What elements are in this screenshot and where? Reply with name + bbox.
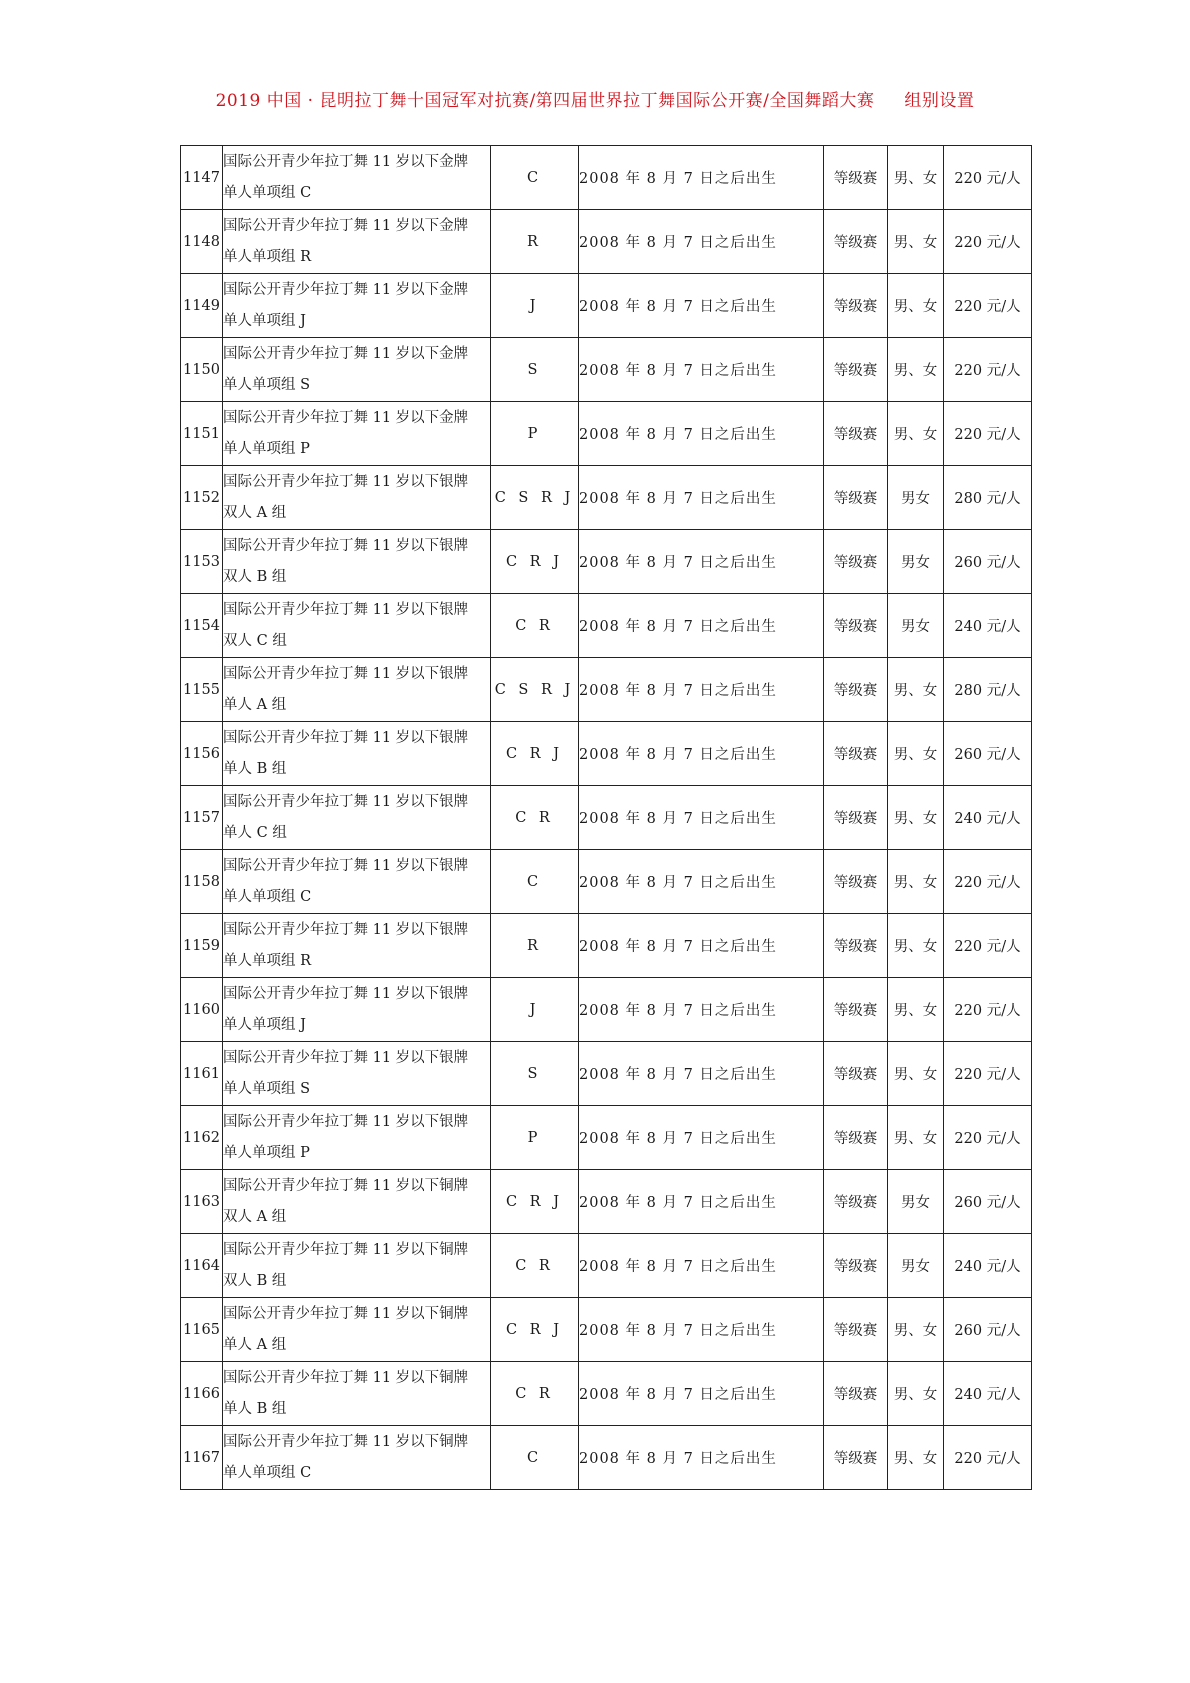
- dances-cell: J: [491, 978, 579, 1042]
- category-name-line-1: 国际公开青少年拉丁舞 11 岁以下银牌: [223, 793, 469, 810]
- category-id-cell: 1161: [181, 1042, 223, 1106]
- category-name-line-2: 单人单项组 J: [223, 1016, 306, 1033]
- category-name-cell: [223, 274, 491, 338]
- competition-type-cell: 等级赛: [824, 210, 888, 274]
- category-name-line-1: 国际公开青少年拉丁舞 11 岁以下金牌: [223, 153, 469, 170]
- birth-requirement-cell: 2008 年 8 月 7 日之后出生: [579, 1298, 824, 1362]
- table-row: [181, 146, 1032, 210]
- category-name-line-2: 单人单项组 C: [223, 1464, 312, 1481]
- birth-requirement-cell: 2008 年 8 月 7 日之后出生: [579, 914, 824, 978]
- category-name-line-1: 国际公开青少年拉丁舞 11 岁以下金牌: [223, 217, 469, 234]
- category-name-cell: [223, 146, 491, 210]
- category-name-line-1: 国际公开青少年拉丁舞 11 岁以下银牌: [223, 1113, 469, 1130]
- table-row: [181, 978, 1032, 1042]
- category-id-cell: 1147: [181, 146, 223, 210]
- category-name-cell: [223, 1426, 491, 1490]
- birth-requirement-cell: 2008 年 8 月 7 日之后出生: [579, 786, 824, 850]
- fee-cell: 260 元/人: [944, 1298, 1032, 1362]
- birth-requirement-cell: 2008 年 8 月 7 日之后出生: [579, 1106, 824, 1170]
- category-name-line-2: 单人单项组 J: [223, 312, 306, 329]
- category-name-line-1: 国际公开青少年拉丁舞 11 岁以下银牌: [223, 665, 469, 682]
- category-name-cell: [223, 850, 491, 914]
- gender-cell: 男、女: [888, 722, 944, 786]
- category-id-cell: 1152: [181, 466, 223, 530]
- gender-cell: 男、女: [888, 914, 944, 978]
- category-name-line-1: 国际公开青少年拉丁舞 11 岁以下金牌: [223, 345, 469, 362]
- competition-type-cell: 等级赛: [824, 594, 888, 658]
- table-row: [181, 530, 1032, 594]
- category-name-line-2: 单人单项组 C: [223, 888, 312, 905]
- category-name-line-2: 双人 B 组: [223, 1272, 287, 1289]
- competition-type-cell: 等级赛: [824, 1298, 888, 1362]
- dances-cell: S: [491, 1042, 579, 1106]
- table-row: [181, 722, 1032, 786]
- table-row: [181, 914, 1032, 978]
- category-name-line-1: 国际公开青少年拉丁舞 11 岁以下铜牌: [223, 1177, 469, 1194]
- competition-type-cell: 等级赛: [824, 914, 888, 978]
- competition-type-cell: 等级赛: [824, 146, 888, 210]
- birth-requirement-cell: 2008 年 8 月 7 日之后出生: [579, 1234, 824, 1298]
- category-name-line-1: 国际公开青少年拉丁舞 11 岁以下银牌: [223, 601, 469, 618]
- dances-cell: S: [491, 338, 579, 402]
- category-name-cell: [223, 722, 491, 786]
- fee-cell: 260 元/人: [944, 530, 1032, 594]
- dances-cell: C R: [491, 1362, 579, 1426]
- birth-requirement-cell: 2008 年 8 月 7 日之后出生: [579, 530, 824, 594]
- category-name-line-2: 单人单项组 R: [223, 248, 312, 265]
- category-name-cell: [223, 786, 491, 850]
- fee-cell: 220 元/人: [944, 402, 1032, 466]
- dances-cell: R: [491, 914, 579, 978]
- table-row: [181, 1170, 1032, 1234]
- category-name-line-2: 单人 A 组: [223, 696, 287, 713]
- fee-cell: 240 元/人: [944, 1234, 1032, 1298]
- category-id-cell: 1154: [181, 594, 223, 658]
- category-name-cell: [223, 1106, 491, 1170]
- category-name-cell: [223, 402, 491, 466]
- gender-cell: 男、女: [888, 1298, 944, 1362]
- category-id-cell: 1159: [181, 914, 223, 978]
- dances-cell: J: [491, 274, 579, 338]
- dances-cell: C: [491, 850, 579, 914]
- page-header: [0, 86, 1190, 111]
- table-row: [181, 1298, 1032, 1362]
- table-row: [181, 466, 1032, 530]
- gender-cell: 男、女: [888, 146, 944, 210]
- dances-cell: C R J: [491, 530, 579, 594]
- table-row: [181, 1234, 1032, 1298]
- gender-cell: 男女: [888, 466, 944, 530]
- category-id-cell: 1150: [181, 338, 223, 402]
- dances-cell: C: [491, 1426, 579, 1490]
- dances-cell: C: [491, 146, 579, 210]
- category-name-line-2: 单人 C 组: [223, 824, 287, 841]
- gender-cell: 男女: [888, 1170, 944, 1234]
- table-row: [181, 1106, 1032, 1170]
- competition-type-cell: 等级赛: [824, 1426, 888, 1490]
- fee-cell: 220 元/人: [944, 978, 1032, 1042]
- category-name-line-1: 国际公开青少年拉丁舞 11 岁以下铜牌: [223, 1433, 469, 1450]
- birth-requirement-cell: 2008 年 8 月 7 日之后出生: [579, 1426, 824, 1490]
- gender-cell: 男、女: [888, 274, 944, 338]
- category-name-line-2: 单人 A 组: [223, 1336, 287, 1353]
- competition-type-cell: 等级赛: [824, 466, 888, 530]
- table-row: [181, 850, 1032, 914]
- fee-cell: 220 元/人: [944, 850, 1032, 914]
- competition-type-cell: 等级赛: [824, 530, 888, 594]
- category-id-cell: 1163: [181, 1170, 223, 1234]
- fee-cell: 240 元/人: [944, 1362, 1032, 1426]
- category-name-cell: [223, 594, 491, 658]
- fee-cell: 240 元/人: [944, 594, 1032, 658]
- fee-cell: 220 元/人: [944, 338, 1032, 402]
- gender-cell: 男、女: [888, 338, 944, 402]
- gender-cell: 男、女: [888, 1042, 944, 1106]
- category-name-line-2: 单人单项组 C: [223, 184, 312, 201]
- fee-cell: 220 元/人: [944, 914, 1032, 978]
- category-name-line-1: 国际公开青少年拉丁舞 11 岁以下铜牌: [223, 1369, 469, 1386]
- dances-cell: C R: [491, 594, 579, 658]
- category-name-cell: [223, 338, 491, 402]
- gender-cell: 男、女: [888, 978, 944, 1042]
- category-name-line-2: 单人单项组 S: [223, 376, 311, 393]
- category-name-line-1: 国际公开青少年拉丁舞 11 岁以下银牌: [223, 985, 469, 1002]
- category-name-line-1: 国际公开青少年拉丁舞 11 岁以下银牌: [223, 537, 469, 554]
- birth-requirement-cell: 2008 年 8 月 7 日之后出生: [579, 1362, 824, 1426]
- category-name-line-2: 单人单项组 S: [223, 1080, 311, 1097]
- category-id-cell: 1162: [181, 1106, 223, 1170]
- category-id-cell: 1166: [181, 1362, 223, 1426]
- category-name-line-1: 国际公开青少年拉丁舞 11 岁以下银牌: [223, 857, 469, 874]
- gender-cell: 男、女: [888, 402, 944, 466]
- document-title: 2019 中国 · 昆明拉丁舞十国冠军对抗赛/第四届世界拉丁舞国际公开赛/全国舞蹈大赛: [215, 91, 875, 111]
- category-name-cell: [223, 1170, 491, 1234]
- document-subtitle: 组别设置: [904, 91, 975, 111]
- category-name-line-2: 双人 A 组: [223, 504, 287, 521]
- category-name-cell: [223, 530, 491, 594]
- birth-requirement-cell: 2008 年 8 月 7 日之后出生: [579, 210, 824, 274]
- gender-cell: 男女: [888, 594, 944, 658]
- table-row: [181, 1426, 1032, 1490]
- table-row: [181, 1362, 1032, 1426]
- dances-cell: R: [491, 210, 579, 274]
- gender-cell: 男、女: [888, 786, 944, 850]
- category-name-cell: [223, 466, 491, 530]
- category-name-line-1: 国际公开青少年拉丁舞 11 岁以下银牌: [223, 473, 469, 490]
- birth-requirement-cell: 2008 年 8 月 7 日之后出生: [579, 338, 824, 402]
- birth-requirement-cell: 2008 年 8 月 7 日之后出生: [579, 466, 824, 530]
- category-id-cell: 1156: [181, 722, 223, 786]
- fee-cell: 220 元/人: [944, 1426, 1032, 1490]
- dances-cell: C R: [491, 1234, 579, 1298]
- category-name-line-1: 国际公开青少年拉丁舞 11 岁以下铜牌: [223, 1305, 469, 1322]
- competition-type-cell: 等级赛: [824, 658, 888, 722]
- table-row: [181, 338, 1032, 402]
- category-name-line-2: 双人 B 组: [223, 568, 287, 585]
- birth-requirement-cell: 2008 年 8 月 7 日之后出生: [579, 146, 824, 210]
- gender-cell: 男女: [888, 1234, 944, 1298]
- category-id-cell: 1148: [181, 210, 223, 274]
- fee-cell: 260 元/人: [944, 1170, 1032, 1234]
- birth-requirement-cell: 2008 年 8 月 7 日之后出生: [579, 274, 824, 338]
- category-name-line-1: 国际公开青少年拉丁舞 11 岁以下金牌: [223, 409, 469, 426]
- category-name-cell: [223, 1298, 491, 1362]
- fee-cell: 280 元/人: [944, 658, 1032, 722]
- category-name-line-1: 国际公开青少年拉丁舞 11 岁以下银牌: [223, 729, 469, 746]
- gender-cell: 男、女: [888, 1426, 944, 1490]
- category-id-cell: 1165: [181, 1298, 223, 1362]
- competition-type-cell: 等级赛: [824, 1042, 888, 1106]
- fee-cell: 260 元/人: [944, 722, 1032, 786]
- category-name-line-1: 国际公开青少年拉丁舞 11 岁以下银牌: [223, 921, 469, 938]
- birth-requirement-cell: 2008 年 8 月 7 日之后出生: [579, 722, 824, 786]
- table-row: [181, 210, 1032, 274]
- birth-requirement-cell: 2008 年 8 月 7 日之后出生: [579, 402, 824, 466]
- dances-cell: C R J: [491, 1170, 579, 1234]
- gender-cell: 男、女: [888, 1106, 944, 1170]
- category-name-line-2: 单人单项组 R: [223, 952, 312, 969]
- table-row: [181, 658, 1032, 722]
- gender-cell: 男、女: [888, 658, 944, 722]
- category-id-cell: 1160: [181, 978, 223, 1042]
- competition-type-cell: 等级赛: [824, 1234, 888, 1298]
- dances-cell: C R J: [491, 1298, 579, 1362]
- category-name-line-1: 国际公开青少年拉丁舞 11 岁以下银牌: [223, 1049, 469, 1066]
- dances-cell: C R: [491, 786, 579, 850]
- category-name-cell: [223, 210, 491, 274]
- table-body: [181, 146, 1032, 1490]
- fee-cell: 280 元/人: [944, 466, 1032, 530]
- fee-cell: 220 元/人: [944, 274, 1032, 338]
- gender-cell: 男、女: [888, 210, 944, 274]
- competition-type-cell: 等级赛: [824, 274, 888, 338]
- category-name-line-2: 双人 C 组: [223, 632, 287, 649]
- competition-type-cell: 等级赛: [824, 338, 888, 402]
- birth-requirement-cell: 2008 年 8 月 7 日之后出生: [579, 850, 824, 914]
- category-name-line-2: 单人单项组 P: [223, 440, 310, 457]
- category-name-cell: [223, 1362, 491, 1426]
- category-id-cell: 1167: [181, 1426, 223, 1490]
- category-name-line-2: 单人 B 组: [223, 1400, 287, 1417]
- category-name-cell: [223, 978, 491, 1042]
- competition-type-cell: 等级赛: [824, 850, 888, 914]
- dances-cell: C S R J: [491, 658, 579, 722]
- dances-cell: C R J: [491, 722, 579, 786]
- competition-type-cell: 等级赛: [824, 402, 888, 466]
- category-id-cell: 1155: [181, 658, 223, 722]
- category-id-cell: 1151: [181, 402, 223, 466]
- category-name-line-2: 单人单项组 P: [223, 1144, 310, 1161]
- fee-cell: 220 元/人: [944, 210, 1032, 274]
- category-id-cell: 1157: [181, 786, 223, 850]
- competition-type-cell: 等级赛: [824, 1106, 888, 1170]
- table-row: [181, 402, 1032, 466]
- gender-cell: 男、女: [888, 1362, 944, 1426]
- table-row: [181, 594, 1032, 658]
- category-name-cell: [223, 914, 491, 978]
- category-name-line-2: 单人 B 组: [223, 760, 287, 777]
- birth-requirement-cell: 2008 年 8 月 7 日之后出生: [579, 658, 824, 722]
- dances-cell: P: [491, 1106, 579, 1170]
- category-name-line-1: 国际公开青少年拉丁舞 11 岁以下金牌: [223, 281, 469, 298]
- category-name-cell: [223, 1042, 491, 1106]
- dances-cell: C S R J: [491, 466, 579, 530]
- fee-cell: 220 元/人: [944, 1106, 1032, 1170]
- competition-type-cell: 等级赛: [824, 722, 888, 786]
- gender-cell: 男、女: [888, 850, 944, 914]
- category-table: [180, 145, 1032, 1490]
- fee-cell: 220 元/人: [944, 1042, 1032, 1106]
- table-row: [181, 274, 1032, 338]
- category-name-line-2: 双人 A 组: [223, 1208, 287, 1225]
- birth-requirement-cell: 2008 年 8 月 7 日之后出生: [579, 978, 824, 1042]
- table-row: [181, 786, 1032, 850]
- category-name-cell: [223, 658, 491, 722]
- fee-cell: 240 元/人: [944, 786, 1032, 850]
- table-row: [181, 1042, 1032, 1106]
- category-id-cell: 1158: [181, 850, 223, 914]
- category-name-line-1: 国际公开青少年拉丁舞 11 岁以下铜牌: [223, 1241, 469, 1258]
- competition-type-cell: 等级赛: [824, 1170, 888, 1234]
- category-id-cell: 1149: [181, 274, 223, 338]
- birth-requirement-cell: 2008 年 8 月 7 日之后出生: [579, 1042, 824, 1106]
- dances-cell: P: [491, 402, 579, 466]
- category-id-cell: 1164: [181, 1234, 223, 1298]
- competition-type-cell: 等级赛: [824, 1362, 888, 1426]
- competition-type-cell: 等级赛: [824, 786, 888, 850]
- category-name-cell: [223, 1234, 491, 1298]
- birth-requirement-cell: 2008 年 8 月 7 日之后出生: [579, 1170, 824, 1234]
- fee-cell: 220 元/人: [944, 146, 1032, 210]
- gender-cell: 男女: [888, 530, 944, 594]
- category-id-cell: 1153: [181, 530, 223, 594]
- birth-requirement-cell: 2008 年 8 月 7 日之后出生: [579, 594, 824, 658]
- competition-type-cell: 等级赛: [824, 978, 888, 1042]
